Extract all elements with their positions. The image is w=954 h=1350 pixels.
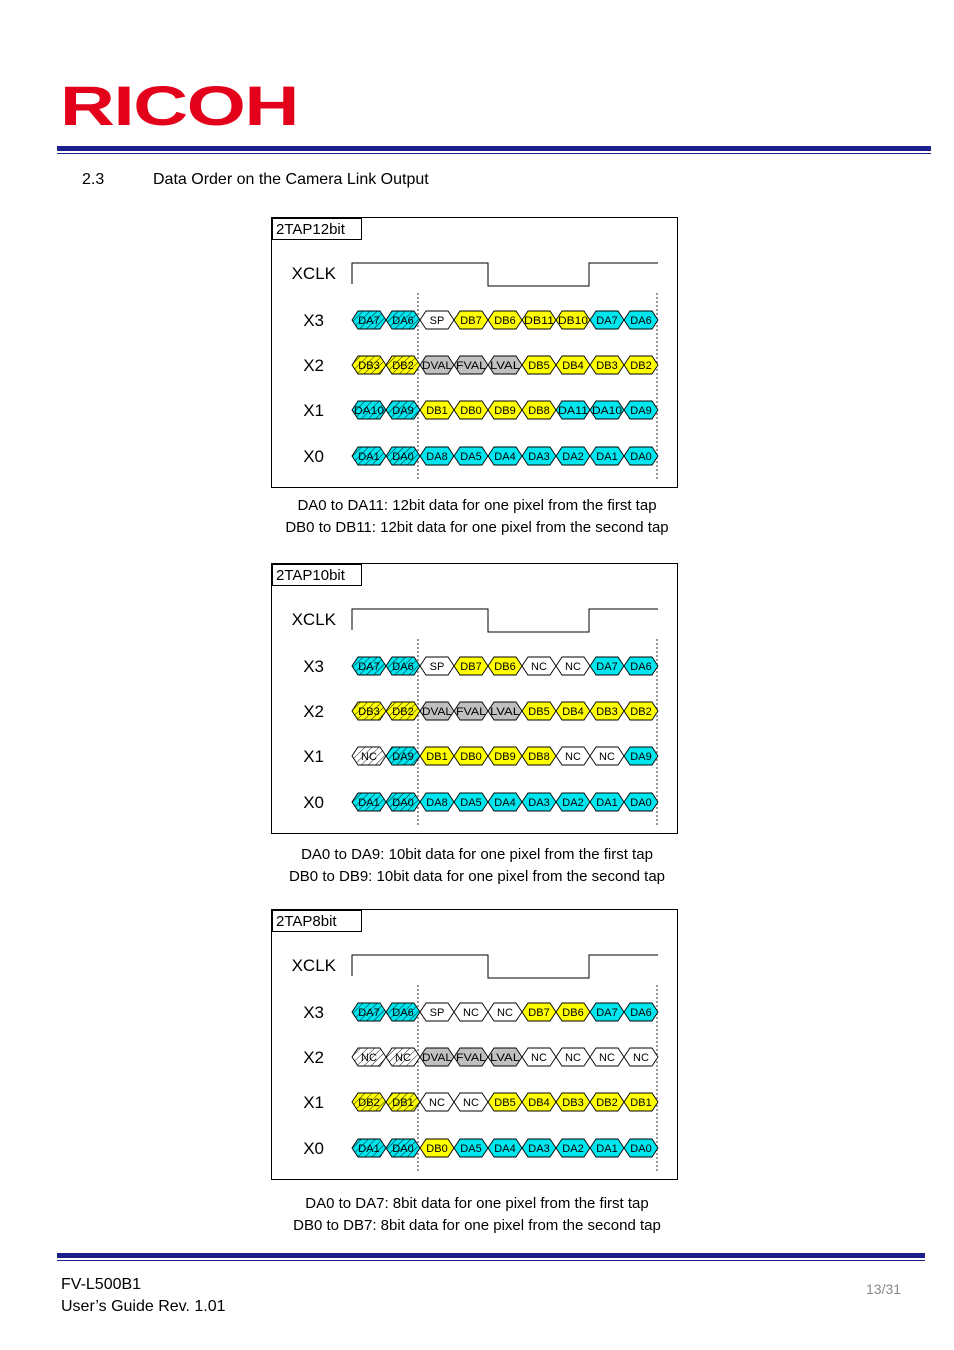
signal-label-x2: X2	[303, 702, 324, 721]
data-cell-label: DA2	[562, 797, 584, 809]
data-cell-label: NC	[531, 661, 547, 673]
data-cell-label: DB7	[528, 1007, 550, 1019]
caption-line: DB0 to DB11: 12bit data for one pixel from the second tap	[285, 519, 669, 536]
data-cell-label: DA6	[392, 1007, 414, 1019]
diagram-label: 2TAP12bit	[276, 221, 345, 238]
footer-rule	[57, 1253, 925, 1261]
data-cell-label: LVAL	[490, 360, 520, 372]
signal-label-x0: X0	[303, 793, 324, 812]
data-cell-label: DB3	[596, 360, 618, 372]
data-cell-label: DA2	[562, 1143, 584, 1155]
data-cell-label: DB10	[558, 315, 588, 327]
data-cell-label: DA3	[528, 451, 550, 463]
data-cell-label: DB7	[460, 315, 482, 327]
timing-diagram-2tap8bit	[271, 909, 678, 1180]
signal-label-x0: X0	[303, 1139, 324, 1158]
data-cell-label: NC	[497, 1007, 513, 1019]
data-cell-label: DA1	[358, 451, 380, 463]
data-cell-label: DA4	[494, 1143, 516, 1155]
data-cell-label: NC	[531, 1052, 547, 1064]
data-cell-label: NC	[463, 1097, 479, 1109]
data-cell-label: DA1	[358, 1143, 380, 1155]
signal-label-x3: X3	[303, 311, 324, 330]
data-cell-label: DA0	[392, 451, 414, 463]
diagram-label: 2TAP8bit	[276, 913, 337, 930]
data-cell-label: DA0	[392, 797, 414, 809]
data-cell-label: DA7	[596, 315, 618, 327]
data-cell-label: NC	[361, 751, 377, 763]
data-cell-label: DA2	[562, 451, 584, 463]
signal-label-x3: X3	[303, 1003, 324, 1022]
caption-line: DA0 to DA11: 12bit data for one pixel from the first tap	[297, 497, 657, 514]
data-cell-label: DA3	[528, 1143, 550, 1155]
data-cell-label: DA0	[630, 797, 652, 809]
data-cell-label: DB1	[426, 751, 448, 763]
data-cell-label: DA1	[596, 797, 618, 809]
timing-svg	[272, 910, 679, 1181]
data-cell-label: DB8	[528, 751, 550, 763]
data-cell-label: DB3	[596, 706, 618, 718]
data-cell-label: DVAL	[422, 706, 452, 718]
data-cell-label: DA8	[426, 797, 448, 809]
data-cell-label: DB2	[596, 1097, 618, 1109]
signal-label-x2: X2	[303, 356, 324, 375]
data-cell-label: DB3	[358, 360, 380, 372]
data-cell-label: DB8	[528, 405, 550, 417]
data-cell-label: DA10	[592, 405, 622, 417]
data-cell-label: DB0	[460, 405, 482, 417]
data-cell-label: DA7	[596, 1007, 618, 1019]
data-cell-label: DB2	[392, 360, 414, 372]
caption-2tap10bit	[0, 844, 954, 888]
caption-line: DA0 to DA9: 10bit data for one pixel from the first tap	[301, 846, 653, 863]
footer-doc-info	[61, 1274, 226, 1318]
data-cell-label: DB11	[524, 315, 554, 327]
data-cell-label: NC	[361, 1052, 377, 1064]
ricoh-logo	[60, 80, 300, 128]
data-cell-label: NC	[599, 1052, 615, 1064]
data-cell-label: DA9	[630, 751, 652, 763]
data-cell-label: DB2	[630, 706, 652, 718]
data-cell-label: NC	[633, 1052, 649, 1064]
data-cell-label: DA3	[528, 797, 550, 809]
data-cell-label: DA7	[596, 661, 618, 673]
data-cell-label: NC	[599, 751, 615, 763]
data-cell-label: DB0	[460, 751, 482, 763]
data-cell-label: DB4	[528, 1097, 550, 1109]
xclk-label: XCLK	[291, 956, 336, 975]
data-cell-label: DA7	[358, 315, 380, 327]
data-cell-label: DB1	[630, 1097, 652, 1109]
data-cell-label: DB5	[528, 706, 550, 718]
caption-line: DB0 to DB9: 10bit data for one pixel from the second tap	[288, 868, 666, 885]
data-cell-label: DA6	[630, 315, 652, 327]
data-cell-label: LVAL	[490, 706, 520, 718]
data-cell-label: DB7	[460, 661, 482, 673]
caption-2tap12bit	[0, 495, 954, 539]
header-rule	[57, 146, 931, 154]
data-cell-label: DB4	[562, 360, 584, 372]
data-cell-label: DA6	[630, 661, 652, 673]
data-cell-label: DB6	[494, 661, 516, 673]
data-cell-label: NC	[395, 1052, 411, 1064]
data-cell-label: DA9	[392, 751, 414, 763]
timing-svg	[272, 218, 679, 489]
data-cell-label: DB9	[494, 405, 516, 417]
data-cell-label: DA1	[596, 1143, 618, 1155]
data-cell-label: FVAL	[456, 360, 486, 372]
data-cell-label: DA11	[558, 405, 588, 417]
xclk-label: XCLK	[291, 264, 336, 283]
logo-text: RICOH	[60, 80, 298, 128]
clock-waveform	[352, 609, 658, 632]
data-cell-label: DA10	[354, 405, 384, 417]
data-cell-label: DB1	[426, 405, 448, 417]
data-cell-label: DB6	[494, 315, 516, 327]
clock-waveform	[352, 263, 658, 286]
signal-label-x3: X3	[303, 657, 324, 676]
diagram-label: 2TAP10bit	[276, 567, 345, 584]
signal-label-x1: X1	[303, 747, 324, 766]
timing-diagram-2tap12bit	[271, 217, 678, 488]
footer-product: FV-L500B1	[61, 1276, 142, 1293]
data-cell-label: DA9	[392, 405, 414, 417]
data-cell-label: DA7	[358, 661, 380, 673]
data-cell-label: SP	[429, 1007, 445, 1019]
timing-svg	[272, 564, 679, 835]
data-cell-label: DA4	[494, 451, 516, 463]
data-cell-label: NC	[565, 751, 581, 763]
data-cell-label: DA9	[630, 405, 652, 417]
data-cell-label: FVAL	[456, 1052, 486, 1064]
data-cell-label: DA5	[460, 1143, 482, 1155]
data-cell-label: DB1	[392, 1097, 414, 1109]
data-cell-label: DA4	[494, 797, 516, 809]
data-cell-label: DA0	[630, 451, 652, 463]
xclk-label: XCLK	[291, 610, 336, 629]
data-cell-label: DB6	[562, 1007, 584, 1019]
data-cell-label: DA6	[630, 1007, 652, 1019]
data-cell-label: DB2	[630, 360, 652, 372]
data-cell-label: DA5	[460, 451, 482, 463]
section-title: Data Order on the Camera Link Output	[153, 171, 429, 188]
signal-label-x1: X1	[303, 401, 324, 420]
signal-label-x2: X2	[303, 1048, 324, 1067]
data-cell-label: SP	[429, 315, 445, 327]
data-cell-label: DA0	[392, 1143, 414, 1155]
data-cell-label: NC	[463, 1007, 479, 1019]
data-cell-label: FVAL	[456, 706, 486, 718]
data-cell-label: DB5	[494, 1097, 516, 1109]
data-cell-label: DB2	[358, 1097, 380, 1109]
data-cell-label: DB2	[392, 706, 414, 718]
data-cell-label: DB3	[562, 1097, 584, 1109]
data-cell-label: DA6	[392, 661, 414, 673]
signal-label-x0: X0	[303, 447, 324, 466]
data-cell-label: DA1	[358, 797, 380, 809]
data-cell-label: DA1	[596, 451, 618, 463]
data-cell-label: DA5	[460, 797, 482, 809]
footer-revision: User’s Guide Rev. 1.01	[61, 1298, 226, 1315]
data-cell-label: DVAL	[422, 360, 452, 372]
caption-2tap8bit	[0, 1193, 954, 1237]
data-cell-label: NC	[565, 1052, 581, 1064]
data-cell-label: DB4	[562, 706, 584, 718]
data-cell-label: DA7	[358, 1007, 380, 1019]
caption-line: DB0 to DB7: 8bit data for one pixel from the second tap	[293, 1217, 661, 1234]
clock-waveform	[352, 955, 658, 978]
data-cell-label: DVAL	[422, 1052, 452, 1064]
data-cell-label: DB0	[426, 1143, 448, 1155]
page-number: 13/31	[866, 1281, 902, 1297]
data-cell-label: DB5	[528, 360, 550, 372]
data-cell-label: DA6	[392, 315, 414, 327]
data-cell-label: NC	[565, 661, 581, 673]
data-cell-label: DA8	[426, 451, 448, 463]
caption-line: DA0 to DA7: 8bit data for one pixel from the first tap	[305, 1195, 649, 1212]
data-cell-label: DB9	[494, 751, 516, 763]
data-cell-label: DB3	[358, 706, 380, 718]
data-cell-label: LVAL	[490, 1052, 520, 1064]
data-cell-label: NC	[429, 1097, 445, 1109]
section-number: 2.3	[82, 171, 105, 188]
timing-diagram-2tap10bit	[271, 563, 678, 834]
signal-label-x1: X1	[303, 1093, 324, 1112]
data-cell-label: DA0	[630, 1143, 652, 1155]
data-cell-label: SP	[429, 661, 445, 673]
